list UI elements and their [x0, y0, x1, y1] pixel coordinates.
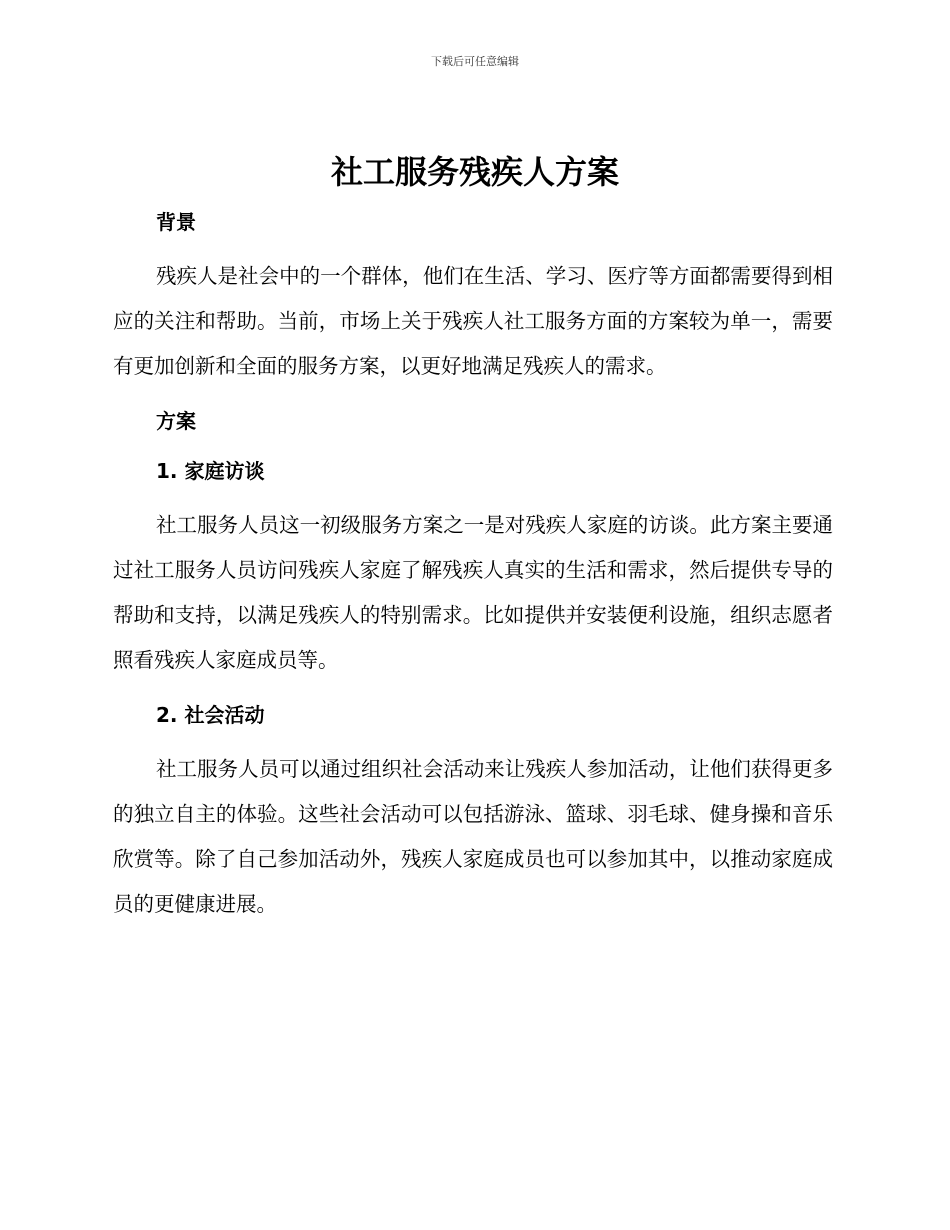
document-body: [113, 204, 833, 927]
section-heading-home-visit: 1. 家庭访谈: [156, 459, 265, 483]
header-note: 下载后可任意编辑: [431, 55, 519, 68]
paragraph-background: 残疾人是社会中的一个群体，他们在生活、学习、医疗等方面都需要得到相应的关注和帮助。当前，市场上关于残疾人社工服务方面的方案较为单一，需要有更加创新和全面的服务方案，以更好地满足残疾人的需求。: [113, 264, 833, 378]
section-heading-social-activity: 2. 社会活动: [156, 703, 265, 727]
section-heading-background: 背景: [156, 210, 196, 234]
document-title: 社工服务残疾人方案: [330, 153, 619, 191]
paragraph-home-visit: 社工服务人员这一初级服务方案之一是对残疾人家庭的访谈。此方案主要通过社工服务人员访问残疾人家庭了解残疾人真实的生活和需求，然后提供专导的帮助和支持，以满足残疾人的特别需求。比如提供并安装便利设施，组织志愿者照看残疾人家庭成员等。: [113, 513, 833, 672]
section-heading-plan: 方案: [156, 409, 196, 433]
paragraph-social-activity: 社工服务人员可以通过组织社会活动来让残疾人参加活动，让他们获得更多的独立自主的体验。这些社会活动可以包括游泳、篮球、羽毛球、健身操和音乐欣赏等。除了自己参加活动外，残疾人家庭成员也可以参加其中，以推动家庭成员的更健康进展。: [113, 757, 833, 916]
